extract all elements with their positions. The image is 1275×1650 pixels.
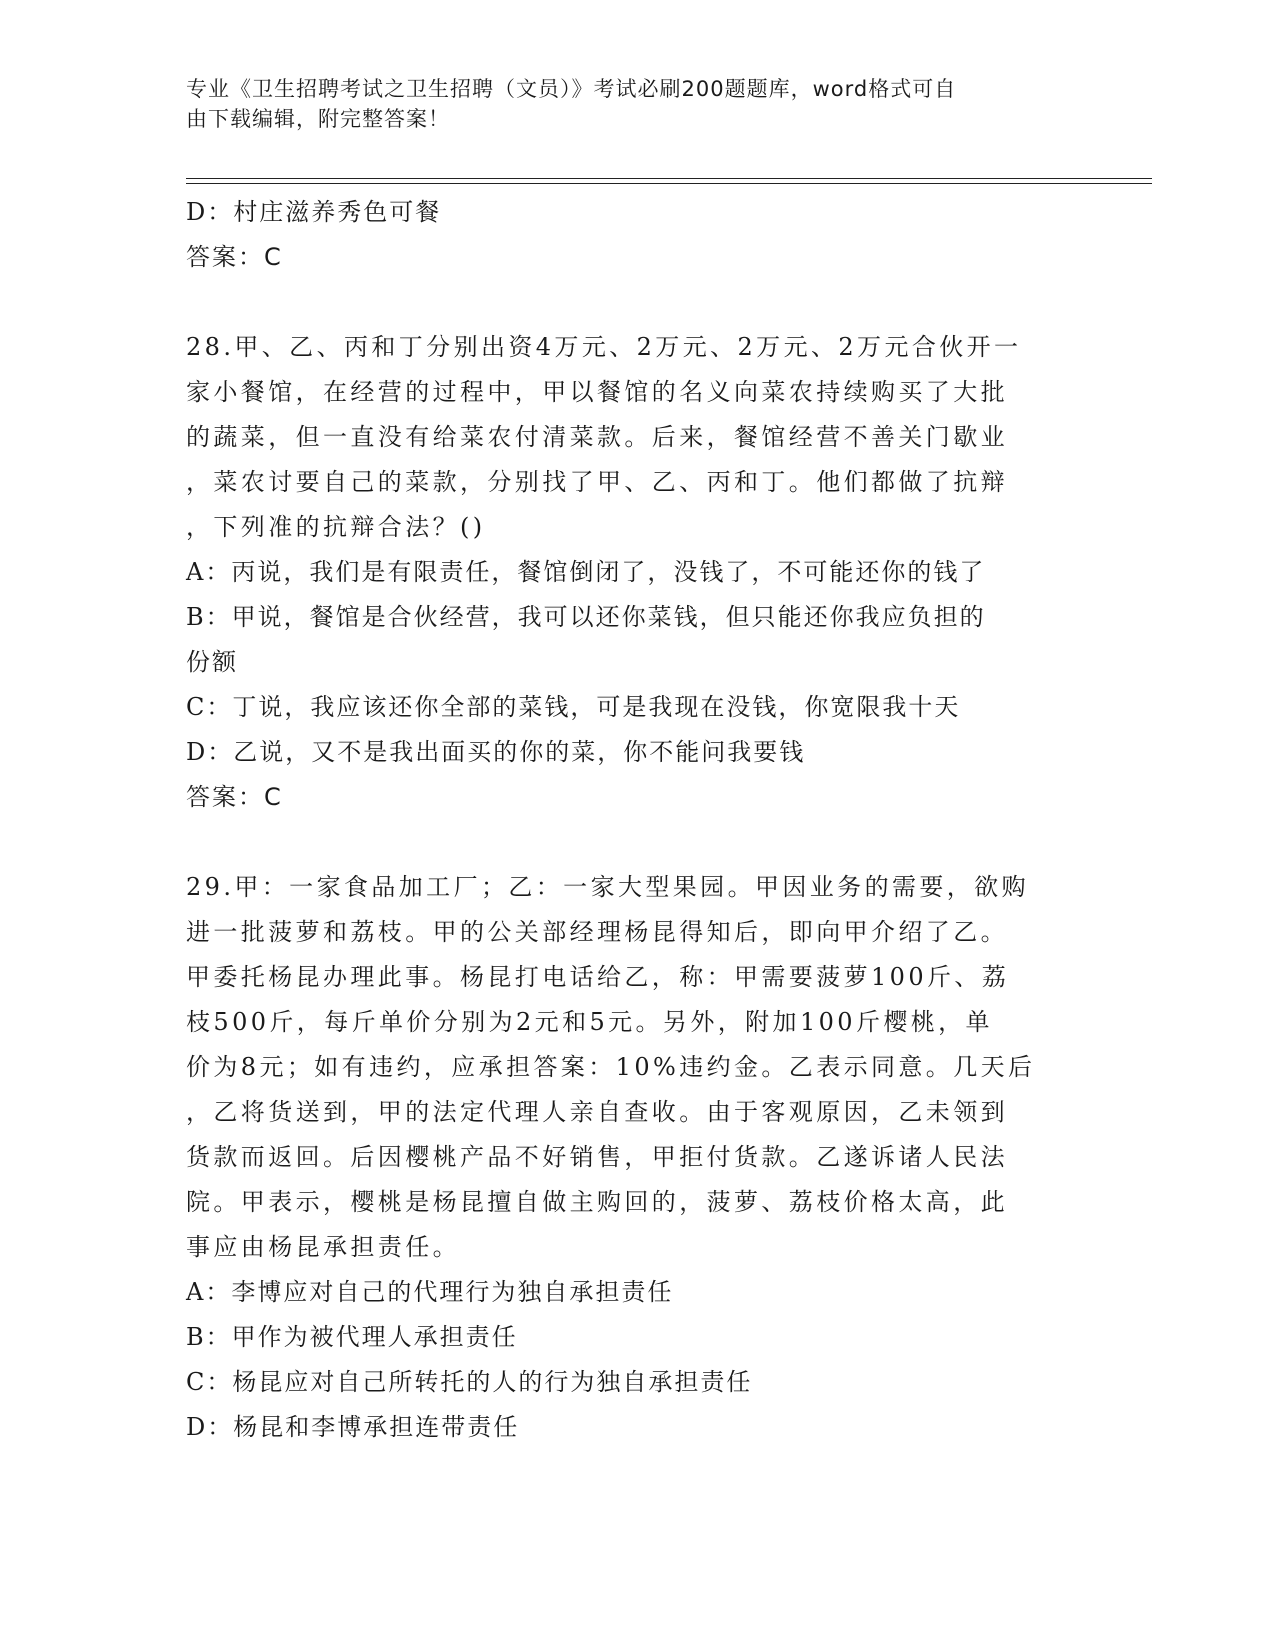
question-stem-line: 事应由杨昆承担责任。 bbox=[186, 1233, 460, 1261]
header-line-1: 专业《卫生招聘考试之卫生招聘（文员）》考试必刷200题题库，word格式可自 bbox=[186, 77, 957, 101]
header-line-2: 由下载编辑，附完整答案！ bbox=[186, 107, 450, 131]
option-d: D：杨昆和李博承担连带责任 bbox=[186, 1413, 520, 1441]
answer: 答案：C bbox=[186, 243, 283, 271]
page-header bbox=[186, 74, 1086, 134]
question-stem-line: 甲委托杨昆办理此事。杨昆打电话给乙，称：甲需要菠萝100斤、荔 bbox=[186, 963, 1010, 991]
question-28 bbox=[186, 325, 1086, 820]
document-body bbox=[186, 190, 1086, 1450]
option-b: B：甲作为被代理人承担责任 bbox=[186, 1323, 518, 1351]
spacer bbox=[186, 820, 1086, 865]
option-d: D：村庄滋养秀色可餐 bbox=[186, 198, 442, 226]
previous-question-tail bbox=[186, 190, 1086, 280]
option-b-continued: 份额 bbox=[186, 648, 238, 676]
question-stem-line: 货款而返回。后因樱桃产品不好销售，甲拒付货款。乙遂诉诸人民法 bbox=[186, 1143, 1008, 1171]
question-stem-line: 枝500斤，每斤单价分别为2元和5元。另外，附加100斤樱桃，单 bbox=[186, 1008, 993, 1036]
answer: 答案：C bbox=[186, 783, 283, 811]
option-c: C：丁说，我应该还你全部的菜钱，可是我现在没钱，你宽限我十天 bbox=[186, 693, 961, 721]
question-stem-line: 院。甲表示，樱桃是杨昆擅自做主购回的，菠萝、荔枝价格太高，此 bbox=[186, 1188, 1008, 1216]
question-stem-line: 29.甲：一家食品加工厂；乙：一家大型果园。甲因业务的需要，欲购 bbox=[186, 873, 1029, 901]
question-stem-line: ，菜农讨要自己的菜款，分别找了甲、乙、丙和丁。他们都做了抗辩 bbox=[186, 468, 1008, 496]
question-stem-line: 28.甲、乙、丙和丁分别出资4万元、2万元、2万元、2万元合伙开一 bbox=[186, 333, 1022, 361]
question-29 bbox=[186, 865, 1086, 1450]
question-stem-line: 进一批菠萝和荔枝。甲的公关部经理杨昆得知后，即向甲介绍了乙。 bbox=[186, 918, 1008, 946]
option-a: A：李博应对自己的代理行为独自承担责任 bbox=[186, 1278, 674, 1306]
header-divider bbox=[186, 178, 1152, 184]
question-stem-line: 家小餐馆，在经营的过程中，甲以餐馆的名义向菜农持续购买了大批 bbox=[186, 378, 1008, 406]
option-d: D：乙说，又不是我出面买的你的菜，你不能问我要钱 bbox=[186, 738, 806, 766]
question-stem-line: 价为8元；如有违约，应承担答案：10%违约金。乙表示同意。几天后 bbox=[186, 1053, 1036, 1081]
spacer bbox=[186, 280, 1086, 325]
option-b: B：甲说，餐馆是合伙经营，我可以还你菜钱，但只能还你我应负担的 bbox=[186, 603, 986, 631]
option-a: A：丙说，我们是有限责任，餐馆倒闭了，没钱了，不可能还你的钱了 bbox=[186, 558, 986, 586]
question-stem-line: ，下列准的抗辩合法？() bbox=[186, 513, 486, 541]
question-stem-line: 的蔬菜，但一直没有给菜农付清菜款。后来，餐馆经营不善关门歇业 bbox=[186, 423, 1008, 451]
question-stem-line: ，乙将货送到，甲的法定代理人亲自查收。由于客观原因，乙未领到 bbox=[186, 1098, 1008, 1126]
option-c: C：杨昆应对自己所转托的人的行为独自承担责任 bbox=[186, 1368, 753, 1396]
